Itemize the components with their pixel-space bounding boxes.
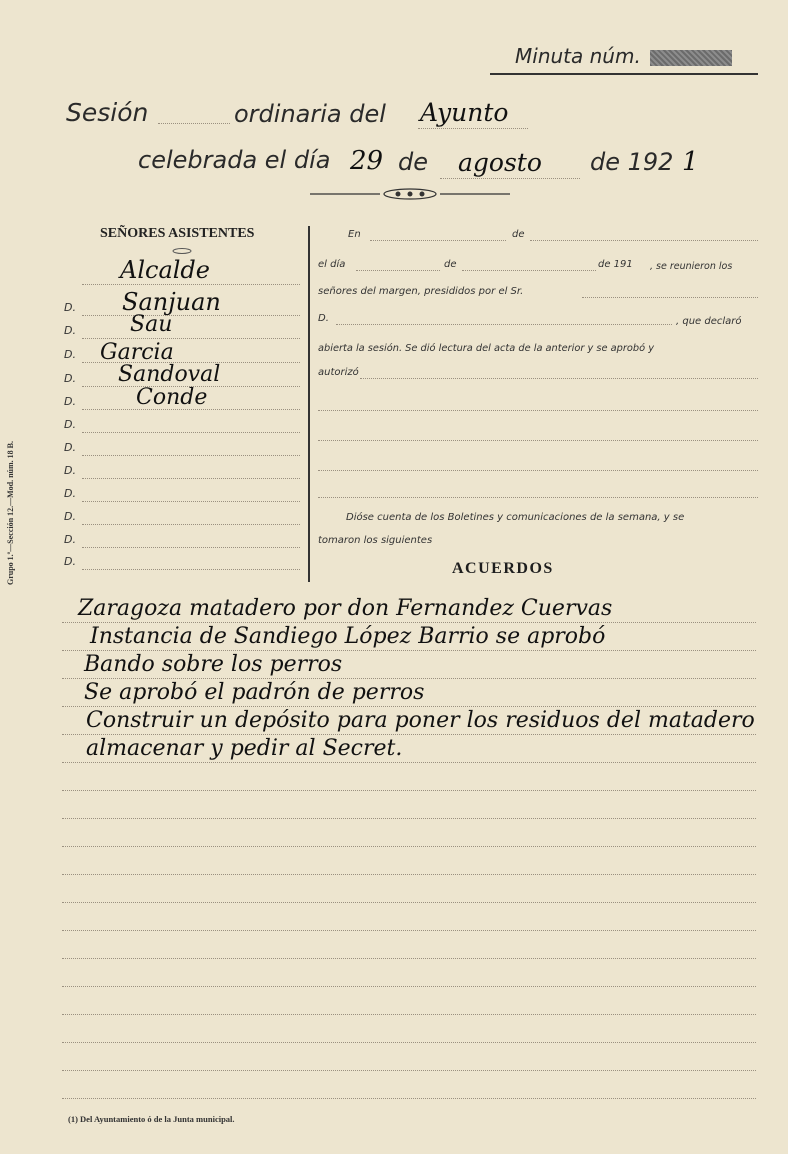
- que-declaro-text: , que declaró: [676, 316, 742, 327]
- title-dotline-3: [440, 178, 580, 179]
- acuerdo-line: [62, 818, 756, 819]
- acuerdo-line: [62, 1098, 756, 1099]
- header-rule: [490, 73, 758, 75]
- minuta-label: Minuta núm.: [515, 44, 641, 68]
- acuerdo-line: [62, 762, 756, 763]
- de-label: de: [444, 259, 457, 270]
- preamble-dotline: [360, 378, 758, 379]
- acuerdo-hand-text: Se aprobó el padrón de perros: [84, 680, 425, 705]
- d-sr-label: D.: [318, 313, 329, 324]
- title-hand-month: agosto: [458, 148, 542, 177]
- acuerdo-line: [62, 1014, 756, 1015]
- d-label: D.: [64, 487, 76, 500]
- asistente-dotline: [82, 432, 300, 433]
- preamble-dotline: [370, 240, 506, 241]
- acuerdo-hand-text: Instancia de Sandiego López Barrio se aprobó: [90, 624, 606, 649]
- preamble-dotline: [318, 410, 758, 411]
- asistente-dotline: [82, 315, 300, 316]
- diose-text-2: tomaron los siguientes: [318, 535, 433, 546]
- acuerdo-line: [62, 706, 756, 707]
- asistente-name: Conde: [136, 385, 208, 410]
- acuerdo-line: [62, 1042, 756, 1043]
- d-label: D.: [64, 441, 76, 454]
- d-label: D.: [64, 533, 76, 546]
- preamble-dotline: [356, 270, 440, 271]
- preamble-dotline: [318, 470, 758, 471]
- diose-text-1: Dióse cuenta de los Boletines y comunicaciones de la semana, y se: [346, 512, 685, 523]
- asistente-name: Sandoval: [118, 362, 221, 387]
- de-label: de: [512, 229, 525, 240]
- asistente-dotline: [82, 455, 300, 456]
- asistente-dotline: [82, 409, 300, 410]
- acuerdo-hand-text: Construir un depósito para poner los residuos del matadero: [86, 708, 755, 733]
- d-label: D.: [64, 301, 76, 314]
- d-label: D.: [64, 510, 76, 523]
- asistente-dotline: [82, 569, 300, 570]
- acuerdo-line: [62, 986, 756, 987]
- title-hand-ayunto: Ayunto: [420, 98, 509, 127]
- asistente-name: Garcia: [100, 340, 174, 365]
- d-label: D.: [64, 418, 76, 431]
- sesion-word: Sesión: [66, 98, 149, 127]
- title-dotline-1: [158, 123, 230, 124]
- de-year-text: de 192: [590, 148, 674, 176]
- asistente-name: Sau: [130, 312, 173, 337]
- redacted-number: [650, 50, 732, 66]
- asistente-dotline: [82, 547, 300, 548]
- asistente-dotline: [82, 338, 300, 339]
- acuerdo-line: [62, 874, 756, 875]
- asistente-dotline: [82, 478, 300, 479]
- acuerdo-line: [62, 846, 756, 847]
- title-hand-day: 29: [350, 146, 384, 176]
- d-label: D.: [64, 395, 76, 408]
- acuerdo-hand-text: Bando sobre los perros: [84, 652, 343, 677]
- d-label: D.: [64, 372, 76, 385]
- acuerdo-line: [62, 622, 756, 623]
- acuerdo-line: [62, 958, 756, 959]
- de-191-label: de 191: [598, 259, 633, 270]
- asistente-dotline: [82, 284, 300, 285]
- acuerdo-line: [62, 902, 756, 903]
- abierta-text: abierta la sesión. Se dió lectura del acta de la anterior y se aprobó y: [318, 343, 655, 354]
- senores-text: señores del margen, presididos por el Sr.: [318, 286, 524, 297]
- asistente-dotline: [82, 524, 300, 525]
- acuerdo-line: [62, 930, 756, 931]
- autorizo-text: autorizó: [318, 367, 359, 378]
- acuerdo-hand-text: Zaragoza matadero por don Fernandez Cuervas: [78, 596, 613, 621]
- acuerdo-line: [62, 1070, 756, 1071]
- asistente-name: Alcalde: [120, 256, 210, 284]
- preamble-dotline: [318, 440, 758, 441]
- d-label: D.: [64, 348, 76, 361]
- en-label: En: [348, 229, 361, 240]
- preamble-dotline: [530, 240, 758, 241]
- el-dia-label: el día: [318, 259, 346, 270]
- acuerdo-line: [62, 790, 756, 791]
- acuerdo-hand-text: almacenar y pedir al Secret.: [86, 736, 403, 761]
- preamble-dotline: [318, 497, 758, 498]
- title-dotline-2: [418, 128, 528, 129]
- acuerdo-line: [62, 678, 756, 679]
- acuerdos-heading: ACUERDOS: [452, 560, 554, 577]
- small-ornament-icon: [170, 247, 194, 255]
- d-label: D.: [64, 555, 76, 568]
- preamble-dotline: [336, 324, 672, 325]
- acuerdo-line: [62, 734, 756, 735]
- footnote: (1) Del Ayuntamiento ó de la Junta municipal.: [68, 1114, 235, 1124]
- se-reunieron-text: , se reunieron los: [650, 261, 733, 272]
- asistentes-heading: SEÑORES ASISTENTES: [100, 226, 255, 241]
- title-hand-year: 1: [682, 147, 699, 177]
- ornament-divider-icon: [310, 186, 510, 202]
- de-word: de: [398, 148, 428, 176]
- asistente-dotline: [82, 501, 300, 502]
- celebrada-text: celebrada el día: [138, 146, 331, 174]
- acuerdo-line: [62, 650, 756, 651]
- preamble-dotline: [582, 297, 758, 298]
- d-label: D.: [64, 464, 76, 477]
- column-divider: [308, 226, 310, 582]
- d-label: D.: [64, 324, 76, 337]
- margin-vertical-text: Grupo 1.º—Sección 12.—Mod. núm. 18 B.: [6, 441, 15, 585]
- preamble-dotline: [462, 270, 596, 271]
- asistente-name: Sanjuan: [122, 288, 221, 316]
- ordinaria-word: ordinaria del: [234, 100, 386, 128]
